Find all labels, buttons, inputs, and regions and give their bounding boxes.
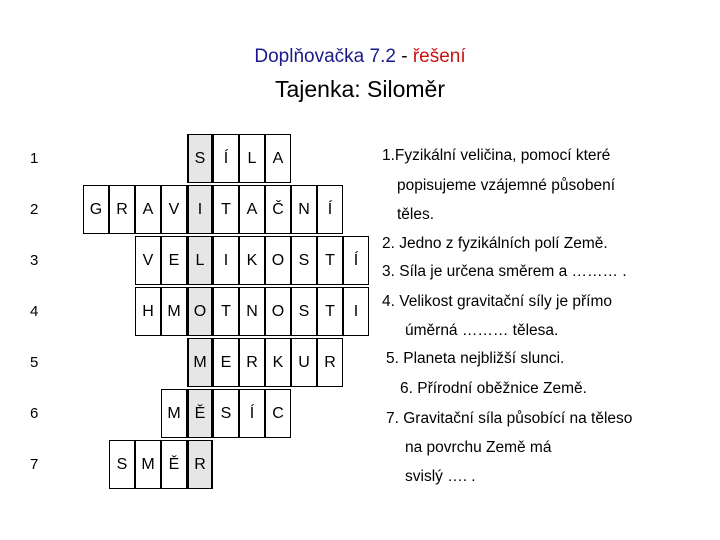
- crossword-cell: N: [291, 185, 317, 234]
- crossword-cell: R: [317, 338, 343, 387]
- row-number: 3: [30, 252, 39, 269]
- crossword-key-cell: L: [187, 236, 213, 285]
- row-number: 4: [30, 303, 39, 320]
- clue-line: svislý …. .: [405, 468, 476, 485]
- crossword-cell: K: [239, 236, 265, 285]
- clue-line: 7. Gravitační síla působící na těleso: [386, 410, 633, 427]
- crossword-cell: G: [83, 185, 109, 234]
- clue-line: úměrná ……… tělesa.: [405, 322, 559, 339]
- row-number: 2: [30, 201, 39, 218]
- crossword-cell: Í: [343, 236, 369, 285]
- clue-line: 2. Jedno z fyzikálních polí Země.: [382, 235, 608, 252]
- crossword-key-cell: O: [187, 287, 213, 336]
- crossword-cell: A: [135, 185, 161, 234]
- crossword-cell: S: [109, 440, 135, 489]
- clue-line: 5. Planeta nejbližší slunci.: [386, 350, 565, 367]
- crossword-cell: R: [239, 338, 265, 387]
- crossword-cell: V: [161, 185, 187, 234]
- crossword-cell: U: [291, 338, 317, 387]
- crossword-key-cell: M: [187, 338, 213, 387]
- crossword-cell: A: [265, 134, 291, 183]
- crossword-cell: T: [213, 287, 239, 336]
- crossword-key-cell: S: [187, 134, 213, 183]
- crossword-cell: Í: [213, 134, 239, 183]
- crossword-cell: V: [135, 236, 161, 285]
- page-title: [0, 46, 720, 68]
- clue-line: 4. Velikost gravitační síly je přímo: [382, 293, 613, 310]
- crossword-cell: I: [343, 287, 369, 336]
- crossword-key-cell: R: [187, 440, 213, 489]
- crossword-cell: S: [291, 287, 317, 336]
- clue-line: popisujeme vzájemné působení: [397, 177, 615, 194]
- page-subtitle: Tajenka: Siloměr: [274, 76, 446, 102]
- crossword-cell: E: [161, 236, 187, 285]
- row-number: 7: [30, 456, 39, 473]
- crossword-cell: N: [239, 287, 265, 336]
- crossword-cell: C: [265, 389, 291, 438]
- crossword-cell: O: [265, 287, 291, 336]
- crossword-cell: E: [213, 338, 239, 387]
- crossword-cell: Í: [317, 185, 343, 234]
- crossword-cell: H: [135, 287, 161, 336]
- crossword-cell: I: [213, 236, 239, 285]
- row-number: 5: [30, 354, 39, 371]
- clue-line: na povrchu Země má: [405, 439, 552, 456]
- crossword-cell: M: [161, 287, 187, 336]
- crossword-key-cell: I: [187, 185, 213, 234]
- clue-line: 6. Přírodní oběžnice Země.: [400, 380, 587, 397]
- row-number: 6: [30, 405, 39, 422]
- crossword-cell: T: [317, 236, 343, 285]
- clue-line: těles.: [397, 206, 435, 223]
- crossword-cell: L: [239, 134, 265, 183]
- crossword-cell: O: [265, 236, 291, 285]
- crossword-cell: K: [265, 338, 291, 387]
- clue-line: 3. Síla je určena směrem a ……… .: [382, 263, 627, 280]
- clue-line: 1.Fyzikální veličina, pomocí které: [382, 147, 611, 164]
- title-main: Doplňovačka 7.2: [254, 46, 396, 67]
- crossword-cell: A: [239, 185, 265, 234]
- title-separator: -: [395, 46, 413, 67]
- crossword-cell: M: [135, 440, 161, 489]
- crossword-cell: S: [291, 236, 317, 285]
- crossword-cell: M: [161, 389, 187, 438]
- crossword-cell: T: [317, 287, 343, 336]
- crossword-cell: R: [109, 185, 135, 234]
- crossword-cell: Ě: [161, 440, 187, 489]
- crossword-cell: Í: [239, 389, 265, 438]
- crossword-cell: S: [213, 389, 239, 438]
- row-number: 1: [30, 150, 39, 167]
- crossword-cell: Č: [265, 185, 291, 234]
- crossword-cell: T: [213, 185, 239, 234]
- title-solution: řešení: [412, 46, 466, 67]
- crossword-key-cell: Ě: [187, 389, 213, 438]
